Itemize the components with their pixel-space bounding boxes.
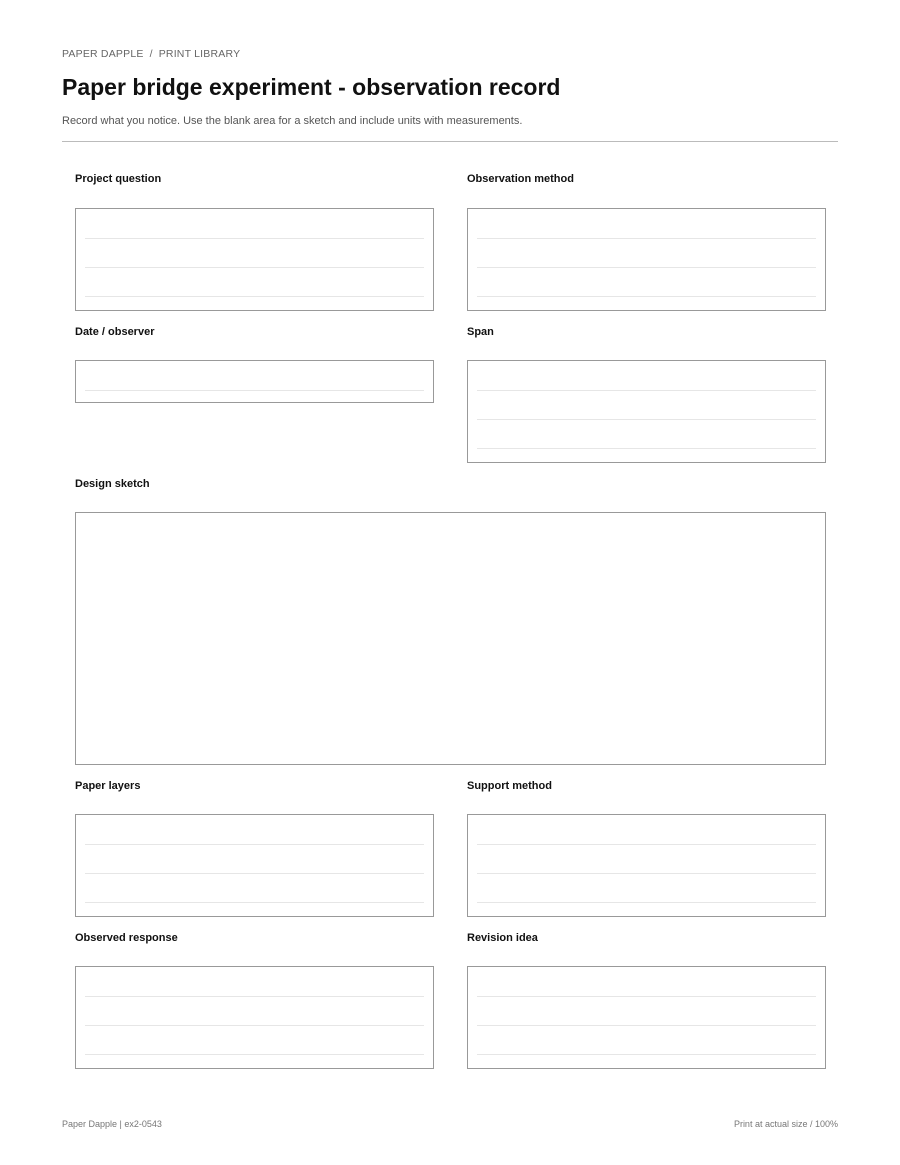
observation-method-label: Observation method: [467, 173, 574, 185]
revision-idea-field[interactable]: [467, 966, 826, 1069]
observation-method-field[interactable]: [467, 208, 826, 311]
writing-line: [85, 1025, 424, 1026]
writing-line: [85, 902, 424, 903]
writing-line: [477, 238, 816, 239]
revision-idea-label: Revision idea: [467, 932, 538, 944]
date-observer-label: Date / observer: [75, 326, 155, 338]
design-sketch-label: Design sketch: [75, 478, 150, 490]
breadcrumb-publisher: PAPER DAPPLE: [62, 48, 144, 60]
writing-line: [477, 996, 816, 997]
writing-line: [85, 844, 424, 845]
writing-line: [477, 267, 816, 268]
writing-line: [85, 1054, 424, 1055]
page-subtitle: Record what you notice. Use the blank area for a sketch and include units with measurements.: [62, 115, 523, 127]
observed-response-field[interactable]: [75, 966, 434, 1069]
support-method-field[interactable]: [467, 814, 826, 917]
writing-line: [477, 390, 816, 391]
writing-line: [477, 296, 816, 297]
paper-layers-label: Paper layers: [75, 780, 141, 792]
page-title: Paper bridge experiment - observation record: [62, 74, 561, 100]
breadcrumb: [62, 48, 240, 60]
header-divider: [62, 141, 838, 142]
date-observer-field[interactable]: [75, 360, 434, 403]
writing-line: [85, 390, 424, 391]
writing-line: [477, 448, 816, 449]
writing-line: [85, 996, 424, 997]
writing-line: [85, 267, 424, 268]
project-question-field[interactable]: [75, 208, 434, 311]
writing-line: [477, 1025, 816, 1026]
writing-line: [477, 419, 816, 420]
span-label: Span: [467, 326, 494, 338]
support-method-label: Support method: [467, 780, 552, 792]
writing-line: [85, 873, 424, 874]
breadcrumb-separator: /: [149, 48, 153, 60]
paper-layers-field[interactable]: [75, 814, 434, 917]
writing-line: [85, 296, 424, 297]
writing-line: [477, 873, 816, 874]
writing-line: [477, 1054, 816, 1055]
writing-line: [477, 902, 816, 903]
span-field[interactable]: [467, 360, 826, 463]
footer-source: Paper Dapple | ex2-0543: [62, 1119, 162, 1129]
writing-line: [85, 238, 424, 239]
writing-line: [477, 844, 816, 845]
design-sketch-area[interactable]: [75, 512, 826, 765]
project-question-label: Project question: [75, 173, 162, 185]
observed-response-label: Observed response: [75, 932, 178, 944]
breadcrumb-library: PRINT LIBRARY: [158, 48, 241, 60]
footer-print-note: Print at actual size / 100%: [733, 1119, 838, 1129]
